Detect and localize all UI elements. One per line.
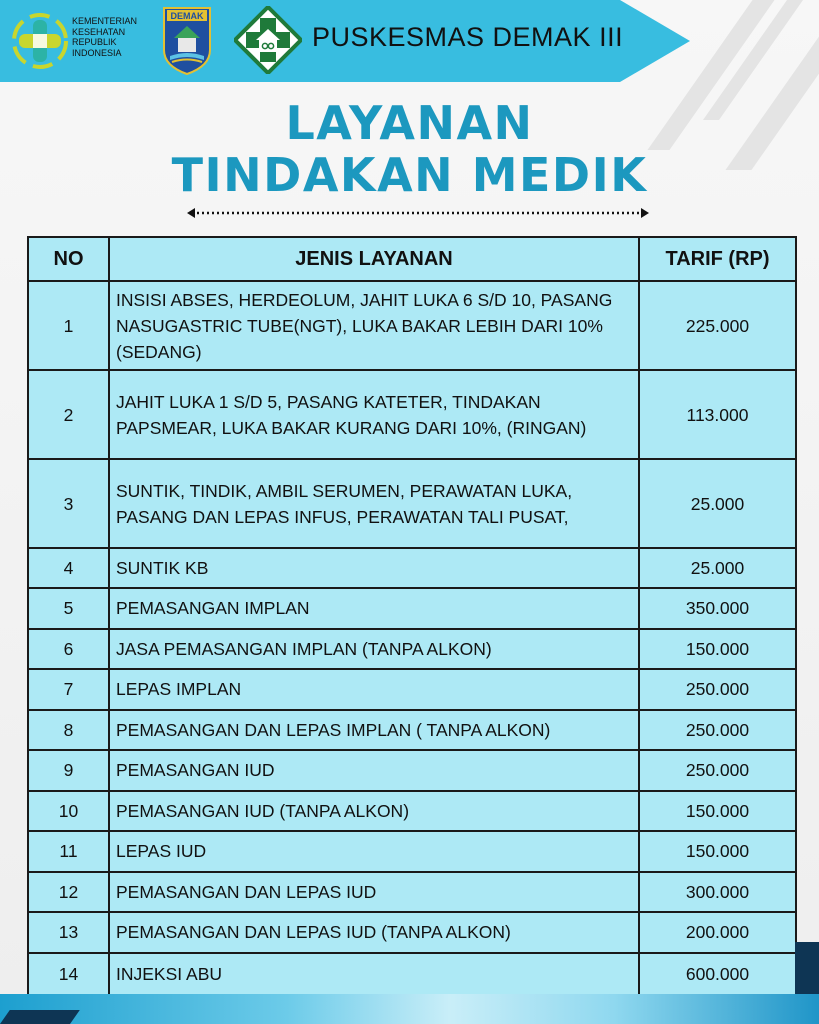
row-no: 11 bbox=[28, 831, 109, 872]
table-row bbox=[28, 953, 796, 995]
puskesmas-logo-icon bbox=[234, 6, 302, 74]
row-jenis: LEPAS IUD bbox=[109, 831, 639, 872]
row-no: 1 bbox=[28, 281, 109, 370]
row-no: 3 bbox=[28, 459, 109, 548]
table-row bbox=[28, 791, 796, 832]
row-tarif: 600.000 bbox=[639, 953, 796, 995]
table-row bbox=[28, 710, 796, 751]
row-no: 9 bbox=[28, 750, 109, 791]
row-jenis: PEMASANGAN DAN LEPAS IMPLAN ( TANPA ALKON) bbox=[109, 710, 639, 751]
row-jenis: PEMASANGAN IMPLAN bbox=[109, 588, 639, 629]
row-jenis: SUNTIK KB bbox=[109, 548, 639, 588]
row-no: 13 bbox=[28, 912, 109, 953]
row-no: 4 bbox=[28, 548, 109, 588]
decor-bottom-left bbox=[0, 1010, 80, 1024]
row-tarif: 250.000 bbox=[639, 750, 796, 791]
row-tarif: 350.000 bbox=[639, 588, 796, 629]
facility-name: PUSKESMAS DEMAK III bbox=[312, 22, 624, 52]
table-row bbox=[28, 588, 796, 629]
table-row bbox=[28, 629, 796, 670]
table-row bbox=[28, 370, 796, 459]
table-row bbox=[28, 548, 796, 588]
kemenkes-logo-icon bbox=[10, 12, 70, 70]
row-jenis: LEPAS IMPLAN bbox=[109, 669, 639, 710]
table-row bbox=[28, 669, 796, 710]
row-no: 14 bbox=[28, 953, 109, 995]
dotted-divider bbox=[187, 207, 649, 219]
row-jenis: SUNTIK, TINDIK, AMBIL SERUMEN, PERAWATAN LUKA, PASANG DAN LEPAS INFUS, PERAWATAN TALI PUSAT, bbox=[109, 459, 639, 548]
row-no: 6 bbox=[28, 629, 109, 670]
row-tarif: 150.000 bbox=[639, 629, 796, 670]
row-no: 10 bbox=[28, 791, 109, 832]
row-tarif: 200.000 bbox=[639, 912, 796, 953]
demak-emblem-icon bbox=[162, 6, 212, 76]
kemenkes-line: REPUBLIK bbox=[72, 37, 117, 47]
row-jenis: JAHIT LUKA 1 S/D 5, PASANG KATETER, TINDAKAN PAPSMEAR, LUKA BAKAR KURANG DARI 10%, (RINGAN) bbox=[109, 370, 639, 459]
row-jenis: INSISI ABSES, HERDEOLUM, JAHIT LUKA 6 S/D 10, PASANG NASUGASTRIC TUBE(NGT), LUKA BAKAR LEBIH DARI 10% (SEDANG) bbox=[109, 281, 639, 370]
page-title-line2: TINDAKAN MEDIK bbox=[171, 148, 648, 202]
row-tarif: 113.000 bbox=[639, 370, 796, 459]
header-tarif: TARIF (RP) bbox=[639, 237, 796, 281]
row-jenis: JASA PEMASANGAN IMPLAN (TANPA ALKON) bbox=[109, 629, 639, 670]
row-jenis: PEMASANGAN DAN LEPAS IUD (TANPA ALKON) bbox=[109, 912, 639, 953]
kemenkes-logo bbox=[10, 12, 160, 70]
row-tarif: 25.000 bbox=[639, 459, 796, 548]
kemenkes-line: INDONESIA bbox=[72, 47, 122, 58]
row-tarif: 225.000 bbox=[639, 281, 796, 370]
table-row bbox=[28, 281, 796, 370]
row-no: 2 bbox=[28, 370, 109, 459]
row-jenis: PEMASANGAN DAN LEPAS IUD bbox=[109, 872, 639, 913]
decor-bottom-bar bbox=[0, 994, 819, 1024]
kemenkes-line: KESEHATAN bbox=[72, 26, 126, 37]
table-row bbox=[28, 831, 796, 872]
row-jenis: PEMASANGAN IUD bbox=[109, 750, 639, 791]
row-no: 5 bbox=[28, 588, 109, 629]
row-tarif: 250.000 bbox=[639, 710, 796, 751]
table-row bbox=[28, 459, 796, 548]
row-tarif: 25.000 bbox=[639, 548, 796, 588]
row-tarif: 150.000 bbox=[639, 791, 796, 832]
header-no: NO bbox=[28, 237, 109, 281]
table-row bbox=[28, 750, 796, 791]
tariff-table bbox=[27, 236, 797, 996]
row-no: 7 bbox=[28, 669, 109, 710]
page-title-line1: LAYANAN bbox=[285, 96, 534, 150]
row-tarif: 300.000 bbox=[639, 872, 796, 913]
table-row bbox=[28, 872, 796, 913]
demak-label: DEMAK bbox=[170, 11, 204, 21]
kemenkes-line: KEMENTERIAN bbox=[72, 16, 138, 26]
row-jenis: PEMASANGAN IUD (TANPA ALKON) bbox=[109, 791, 639, 832]
header-jenis-layanan: JENIS LAYANAN bbox=[109, 237, 639, 281]
row-no: 8 bbox=[28, 710, 109, 751]
row-tarif: 150.000 bbox=[639, 831, 796, 872]
row-no: 12 bbox=[28, 872, 109, 913]
table-row bbox=[28, 912, 796, 953]
row-jenis: INJEKSI ABU bbox=[109, 953, 639, 995]
row-tarif: 250.000 bbox=[639, 669, 796, 710]
